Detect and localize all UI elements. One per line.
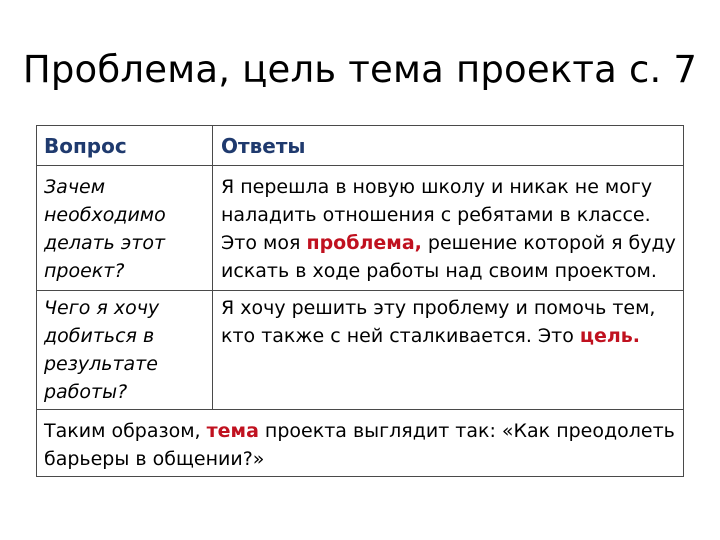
footer-line bbox=[44, 417, 675, 445]
row2-question-line: Чего я хочу bbox=[44, 297, 160, 319]
column-divider bbox=[212, 126, 213, 409]
content-table bbox=[36, 125, 684, 477]
row1-answer-line: Я перешла в новую школу и никак не могу bbox=[221, 176, 653, 198]
footer-row-divider bbox=[37, 409, 683, 410]
footer-line: барьеры в общении?» bbox=[44, 448, 265, 470]
header-answers: Ответы bbox=[221, 134, 306, 158]
header-row-divider bbox=[37, 165, 683, 166]
footer-text-part: Таким образом, bbox=[44, 420, 207, 442]
row2-answer bbox=[221, 294, 655, 350]
goal-highlight: цель. bbox=[579, 325, 641, 347]
row1-question-line: Зачем bbox=[44, 176, 106, 198]
footer-text-part: проекта выглядит так: «Как преодолеть bbox=[258, 420, 675, 442]
row1-question-line: проект? bbox=[44, 260, 125, 282]
row2-answer-line bbox=[221, 322, 655, 350]
row1-answer bbox=[221, 173, 676, 285]
row2-question-line: добиться в bbox=[44, 325, 155, 347]
row1-answer-line: искать в ходе работы над своим проектом. bbox=[221, 260, 657, 282]
row1-answer-line: наладить отношения с ребятами в классе. bbox=[221, 204, 651, 226]
slide-title: Проблема, цель тема проекта с. 7 bbox=[22, 48, 698, 91]
topic-highlight: тема bbox=[206, 420, 259, 442]
problem-highlight: проблема, bbox=[306, 232, 422, 254]
row2-question bbox=[44, 294, 159, 406]
row1-answer-line bbox=[221, 229, 676, 257]
row-divider bbox=[37, 290, 683, 291]
row1-answer-text: решение которой я буду bbox=[421, 232, 676, 254]
row1-answer-text: Это моя bbox=[221, 232, 307, 254]
footer-text bbox=[44, 417, 675, 473]
row2-answer-text: кто также с ней сталкивается. Это bbox=[221, 325, 580, 347]
row1-question-line: делать этот bbox=[44, 232, 166, 254]
header-question: Вопрос bbox=[44, 134, 127, 158]
row2-question-line: работы? bbox=[44, 381, 128, 403]
row1-question bbox=[44, 173, 166, 285]
row1-question-line: необходимо bbox=[44, 204, 166, 226]
row2-question-line: результате bbox=[44, 353, 158, 375]
row2-answer-line: Я хочу решить эту проблему и помочь тем, bbox=[221, 297, 656, 319]
